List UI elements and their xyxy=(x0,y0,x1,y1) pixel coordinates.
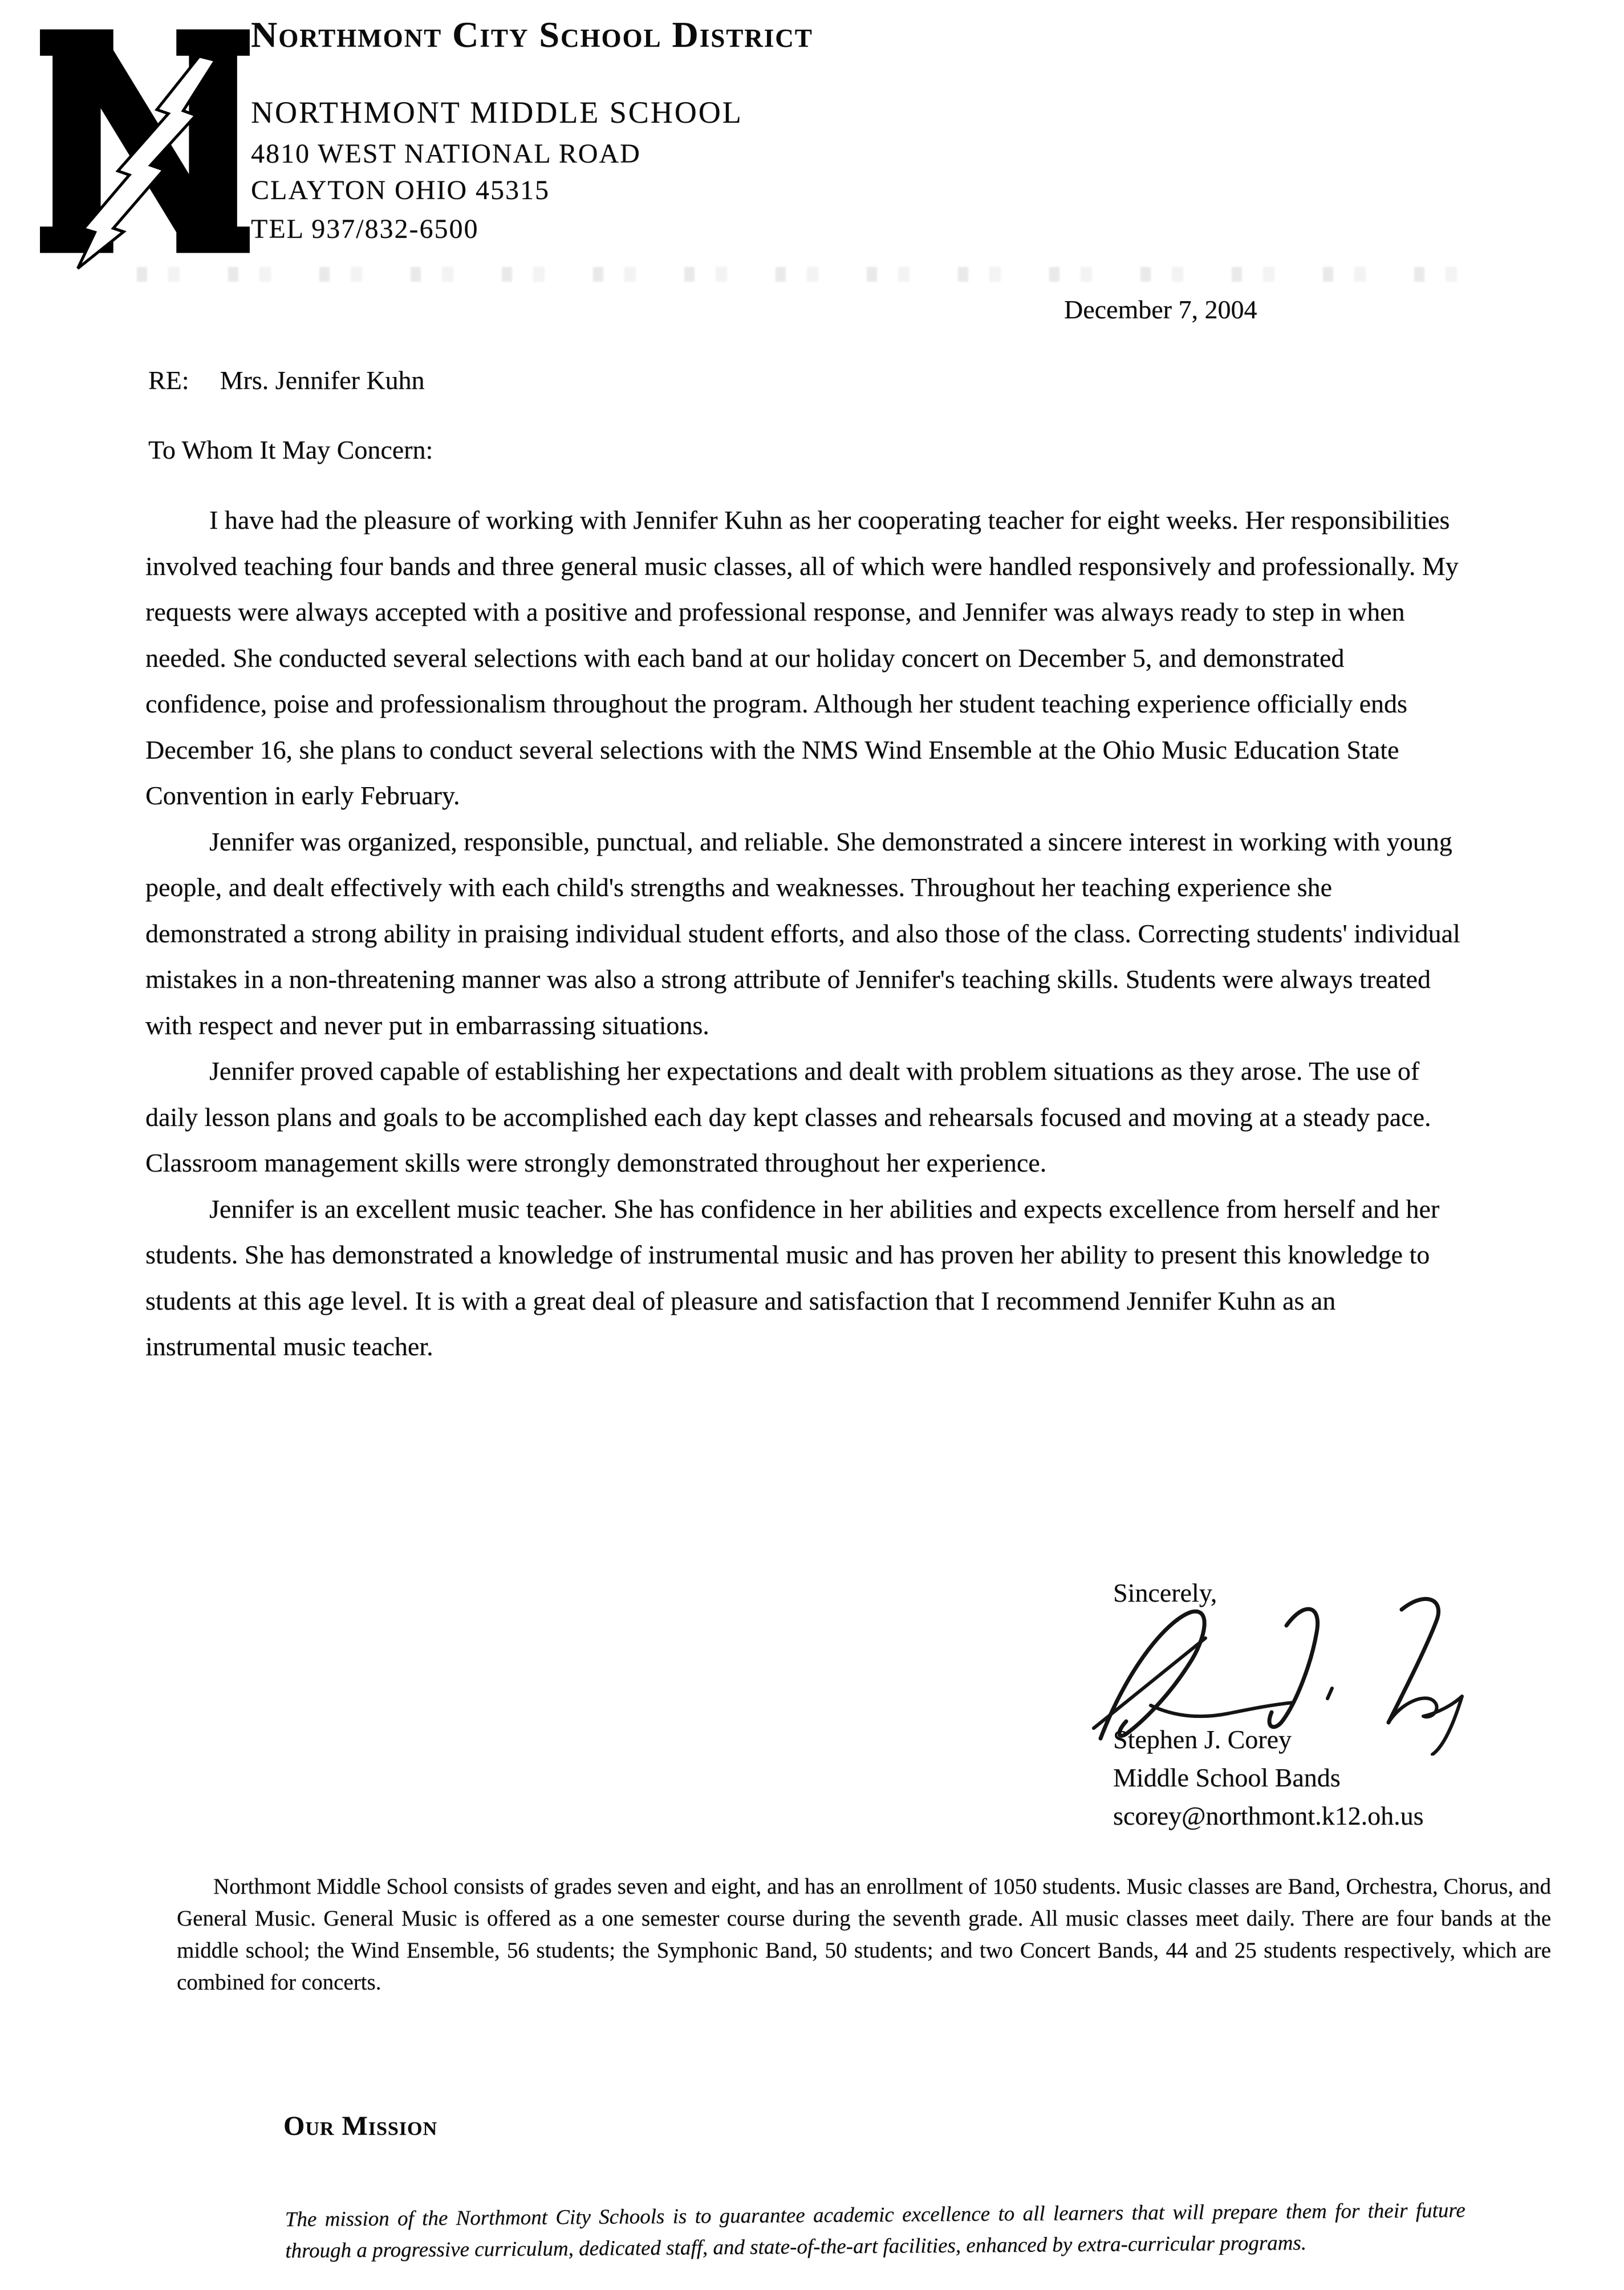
signer-title: Middle School Bands xyxy=(1113,1763,1341,1792)
body-paragraph-3: Jennifer proved capable of establishing her expectations and dealt with problem situations as they arose. The use of daily lesson plans and goals to be accomplished each day kept classes and rehearsals focused and moving at a steady pace. Classroom management skills were strongly demonstrated throughout her experience. xyxy=(145,1056,1431,1177)
district-logo-n-lightning-icon xyxy=(33,7,257,275)
scan-noise xyxy=(137,267,1505,282)
city-state-zip: CLAYTON OHIO 45315 xyxy=(251,175,550,205)
school-footnote-text: Northmont Middle School consists of grades seven and eight, and has an enrollment of 1050 students. Music classes are Band, Orchestra, Chorus, and General Music. General Music is offered as a one semester course during the seventh grade. All music classes meet daily. There are four bands at the middle school; the Wind Ensemble, 56 students; the Symphonic Band, 50 students; and two Concert Bands, 44 and 25 students respectively, which are combined for concerts. xyxy=(177,1874,1551,1995)
valediction: Sincerely, xyxy=(1113,1578,1217,1607)
body-paragraph-1: I have had the pleasure of working with Jennifer Kuhn as her cooperating teacher for eight weeks. Her responsibilities involved teaching four bands and three general music classes, all of which were handled responsively and professionally. My requests were always accepted with a positive and professional response, and Jennifer was always ready to step in when needed. She conducted several selections with each band at our holiday concert on December 5, and demonstrated confidence, poise and professionalism throughout the program. Although her student teaching experience officially ends December 16, she plans to conduct several selections with the NMS Wind Ensemble at the Ohio Music Education State Convention in early February. xyxy=(145,505,1459,810)
school-footnote xyxy=(177,1871,1551,1999)
mission-heading: Our Mission xyxy=(283,2111,438,2141)
signer-email: scorey@northmont.k12.oh.us xyxy=(1113,1801,1424,1830)
phone-number: TEL 937/832-6500 xyxy=(251,214,479,244)
school-name: NORTHMONT MIDDLE SCHOOL xyxy=(251,95,743,129)
salutation: To Whom It May Concern: xyxy=(148,435,433,464)
body-paragraph-4: Jennifer is an excellent music teacher. She has confidence in her abilities and expects excellence from herself and her students. She has demonstrated a knowledge of instrumental music and has proven her ability to present this knowledge to students at this age level. It is with a great deal of pleasure and satisfaction that I recommend Jennifer Kuhn as an instrumental music teacher. xyxy=(145,1194,1440,1361)
re-label: RE: xyxy=(148,366,189,395)
street-address: 4810 WEST NATIONAL ROAD xyxy=(251,139,641,169)
letter-date: December 7, 2004 xyxy=(1064,295,1257,324)
body-paragraph-2: Jennifer was organized, responsible, punctual, and reliable. She demonstrated a sincere interest in working with young people, and dealt effectively with each child's strengths and weaknesses. Throughout her teaching experience she demonstrated a strong ability in praising individual student efforts, and also those of the class. Correcting students' individual mistakes in a non-threatening manner was also a strong attribute of Jennifer's teaching skills. Students were always treated with respect and never put in embarrassing situations. xyxy=(145,826,1460,1040)
re-value: Mrs. Jennifer Kuhn xyxy=(220,366,425,395)
district-name: Northmont City School District xyxy=(251,14,813,55)
signature-block xyxy=(1113,1720,1423,1835)
signer-name: Stephen J. Corey xyxy=(1113,1725,1292,1754)
mission-statement: The mission of the Northmont City Schools is to guarantee academic excellence to all learners that will prepare them for their future through a progressive curriculum, dedicated staff, and state-of-the-art facilities, enhanced by extra-curricular programs. xyxy=(285,2198,1465,2263)
re-line xyxy=(148,365,425,395)
letter-body xyxy=(145,497,1463,1370)
